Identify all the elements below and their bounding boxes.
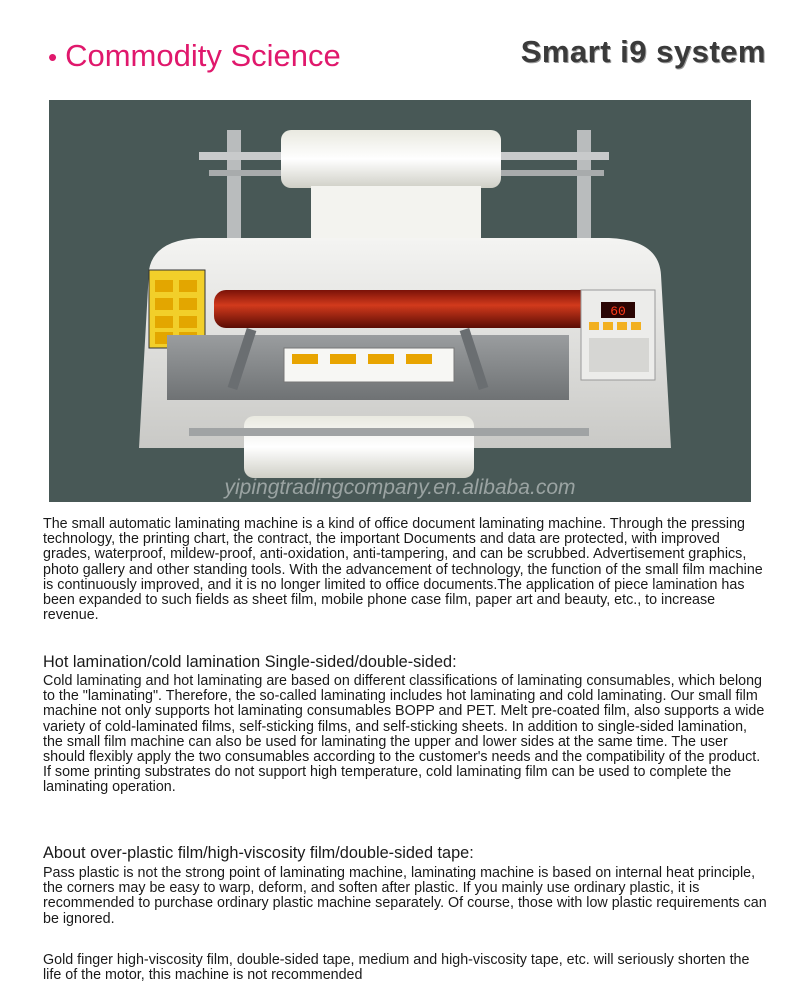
top-film-roll bbox=[281, 130, 501, 188]
section-title-text: Commodity Science bbox=[65, 38, 341, 73]
red-roller bbox=[214, 290, 594, 328]
page-header bbox=[0, 0, 800, 95]
display-reading: 60 bbox=[610, 304, 626, 319]
watermark-text: yipingtradingcompany.en.alibaba.com bbox=[224, 476, 576, 499]
brand-title: Smart i9 system bbox=[520, 34, 766, 69]
product-photo bbox=[49, 100, 751, 502]
laminating-machine-illustration bbox=[49, 100, 751, 502]
bottom-film-roll bbox=[244, 416, 474, 478]
tray-sticker bbox=[284, 348, 454, 382]
section-title bbox=[48, 38, 341, 74]
right-frame-arm bbox=[577, 130, 591, 250]
left-frame-arm bbox=[227, 130, 241, 250]
lamination-paragraph: Cold laminating and hot laminating are based on different classifications of laminating consumables, which belong to the "laminating". Therefore, the so-called laminating includes hot laminating and cold laminating. Our small film machine not only supports hot laminating consumables BOPP and PET. Melt pre-coated film, also supports a wide variety of cold-laminated films, self-sticking films, and self-sticking sheets. In addition to single-sided lamination, the small film machine can also be used for laminating the upper and lower sides at the same time. The user should flexibly apply the two consumables according to the customer's needs and the compatibility of the product. If some printing substrates do not support high temperature, cold laminating film can be used to complete the laminating operation. bbox=[43, 673, 765, 796]
panel-instructions bbox=[589, 338, 649, 372]
high-viscosity-paragraph: Gold finger high-viscosity film, double-sided tape, medium and high-viscosity tape, etc. will seriously shorten the life of the motor, this machine is not recommended bbox=[43, 952, 750, 984]
bottom-rod bbox=[189, 428, 589, 436]
heading-over-plastic-film: About over-plastic film/high-viscosity film/double-sided tape: bbox=[43, 844, 474, 862]
intro-paragraph: The small automatic laminating machine is a kind of office document laminating machine. Through the pressing technology, the printing chart, the contract, the important Documents and data are protected, with improved grades, waterproof, mildew-proof, anti-oxidation, anti-tampering, and can be scrubbed. Advertisement graphics, photo gallery and other standing tools. With the advancement of technology, the function of the small film machine is continuously improved, and it is no longer limited to office documents.The application of piece lamination has been expanded to such fields as sheet film, mobile phone case film, paper art and beauty, etc., to increase revenue. bbox=[43, 516, 763, 624]
over-plastic-paragraph: Pass plastic is not the strong point of laminating machine, laminating machine is based on internal heat principle, the corners may be easy to warp, deform, and soften after plastic. If you mainly use ordinary plastic, it is recommended to purchase ordinary plastic machine separately. Of course, those with low plastic requirements can be ignored. bbox=[43, 865, 767, 927]
bullet-icon: • bbox=[48, 42, 58, 72]
heading-hot-cold-lamination: Hot lamination/cold lamination Single-sided/double-sided: bbox=[43, 653, 457, 671]
